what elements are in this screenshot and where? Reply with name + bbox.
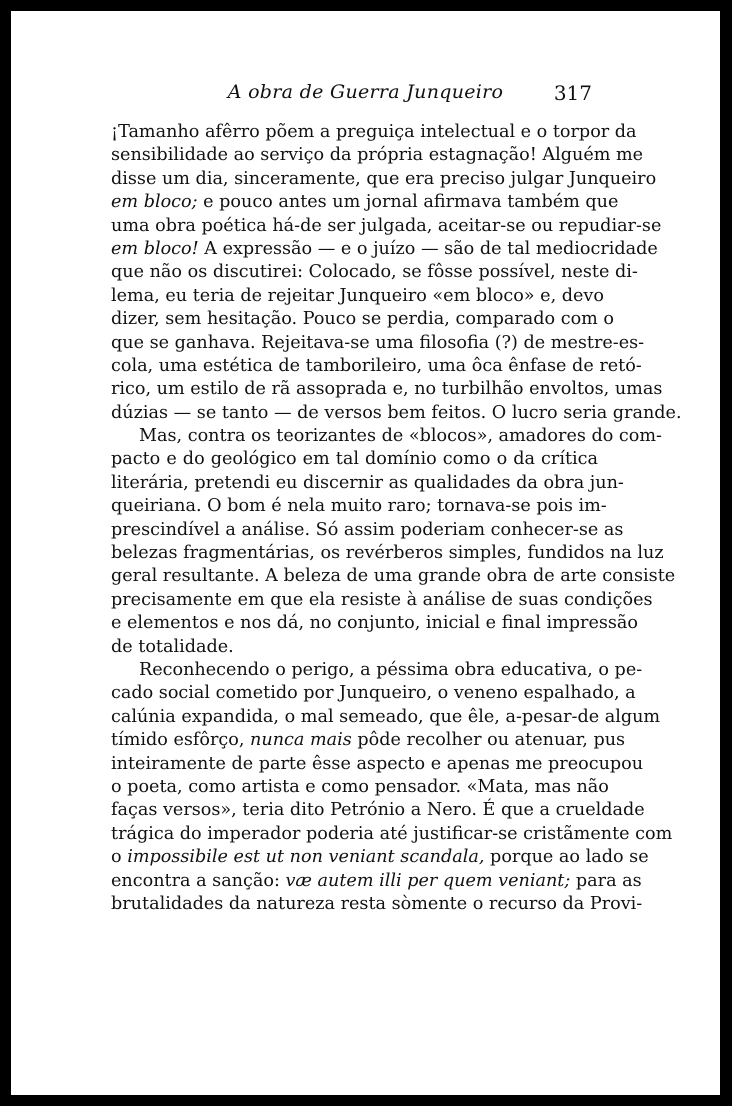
text-line: de totalidade. — [111, 636, 234, 657]
text-line: cola, uma estética de tamborileiro, uma ôca ênfase de retó- — [111, 355, 642, 376]
text-line: prescindível a análise. Só assim poderiam conhecer-se as — [111, 519, 624, 540]
text-line: dúzias — se tanto — de versos bem feitos. O lucro seria grande. — [111, 402, 682, 423]
text-line: cado social cometido por Junqueiro, o veneno espalhado, a — [111, 683, 636, 704]
text-line: dizer, sem hesitação. Pouco se perdia, comparado com o — [111, 309, 615, 330]
text-line: inteiramente de parte êsse aspecto e apenas me preocupou — [111, 753, 644, 774]
italic-phrase: em bloco; — [111, 192, 198, 213]
text-line: e elementos e nos dá, no conjunto, inicial e final impressão — [111, 613, 638, 634]
book-page — [11, 11, 720, 1095]
text-line: calúnia expandida, o mal semeado, que êle, a-pesar-de algum — [111, 706, 661, 727]
text-line: o impossibile est ut non veniant scandala, porque ao lado se — [111, 847, 649, 868]
running-title: A obra de Guerra Junqueiro — [227, 81, 504, 103]
text-line: literária, pretendi eu discernir as qualidades da obra jun- — [111, 472, 624, 493]
text-line: sensibilidade ao serviço da própria estagnação! Alguém me — [111, 145, 644, 166]
text-line: em bloco; e pouco antes um jornal afirmava também que — [111, 192, 619, 213]
text-line: que não os discutirei: Colocado, se fôsse possível, neste di- — [111, 262, 638, 283]
page-header — [11, 81, 720, 115]
text-line: em bloco! A expressão — e o juízo — são de tal mediocridade — [111, 238, 658, 259]
text-line: brutalidades da natureza resta sòmente o recurso da Provi- — [111, 893, 643, 914]
text-line: rico, um estilo de rã assoprada e, no turbilhão envoltos, umas — [111, 379, 663, 400]
italic-phrase: nunca mais — [250, 730, 352, 751]
body-text — [111, 121, 682, 916]
text-line: queiriana. O bom é nela muito raro; tornava-se pois im- — [111, 496, 607, 517]
text-line: trágica do imperador poderia até justificar-se cristãmente com — [111, 823, 673, 844]
text-line: que se ganhava. Rejeitava-se uma filosofia (?) de mestre-es- — [111, 332, 645, 353]
text-line: ¡Tamanho afêrro põem a preguiça intelectual e o torpor da — [111, 122, 637, 142]
text-line: Mas, contra os teorizantes de «blocos», amadores do com- — [139, 426, 662, 447]
text-line: tímido esfôrço, nunca mais pôde recolher ou atenuar, pus — [111, 730, 626, 751]
italic-phrase: em bloco! — [111, 238, 199, 259]
text-line: belezas fragmentárias, os revérberos simples, fundidos na luz — [111, 543, 664, 564]
text-line: encontra a sanção: væ autem illi per quem veniant; para as — [111, 870, 642, 891]
text-line: geral resultante. A beleza de uma grande obra de arte consiste — [111, 566, 676, 587]
text-line: uma obra poética há-de ser julgada, aceitar-se ou repudiar-se — [111, 215, 662, 236]
italic-phrase: væ autem illi per quem veniant; — [285, 870, 571, 891]
italic-phrase: impossibile est ut non veniant scandala, — [127, 847, 485, 868]
page-number: 317 — [553, 81, 592, 105]
text-line: disse um dia, sinceramente, que era preciso julgar Junqueiro — [111, 168, 657, 189]
text-line: lema, eu teria de rejeitar Junqueiro «em bloco» e, devo — [111, 285, 604, 306]
text-line: faças versos», teria dito Petrónio a Nero. É que a crueldade — [111, 800, 645, 821]
text-line: Reconhecendo o perigo, a péssima obra educativa, o pe- — [139, 659, 643, 680]
text-line: precisamente em que ela resiste à análise de suas condições — [111, 589, 653, 610]
text-line: pacto e do geológico em tal domínio como o da crítica — [111, 449, 598, 470]
text-line: o poeta, como artista e como pensador. «Mata, mas não — [111, 776, 609, 797]
